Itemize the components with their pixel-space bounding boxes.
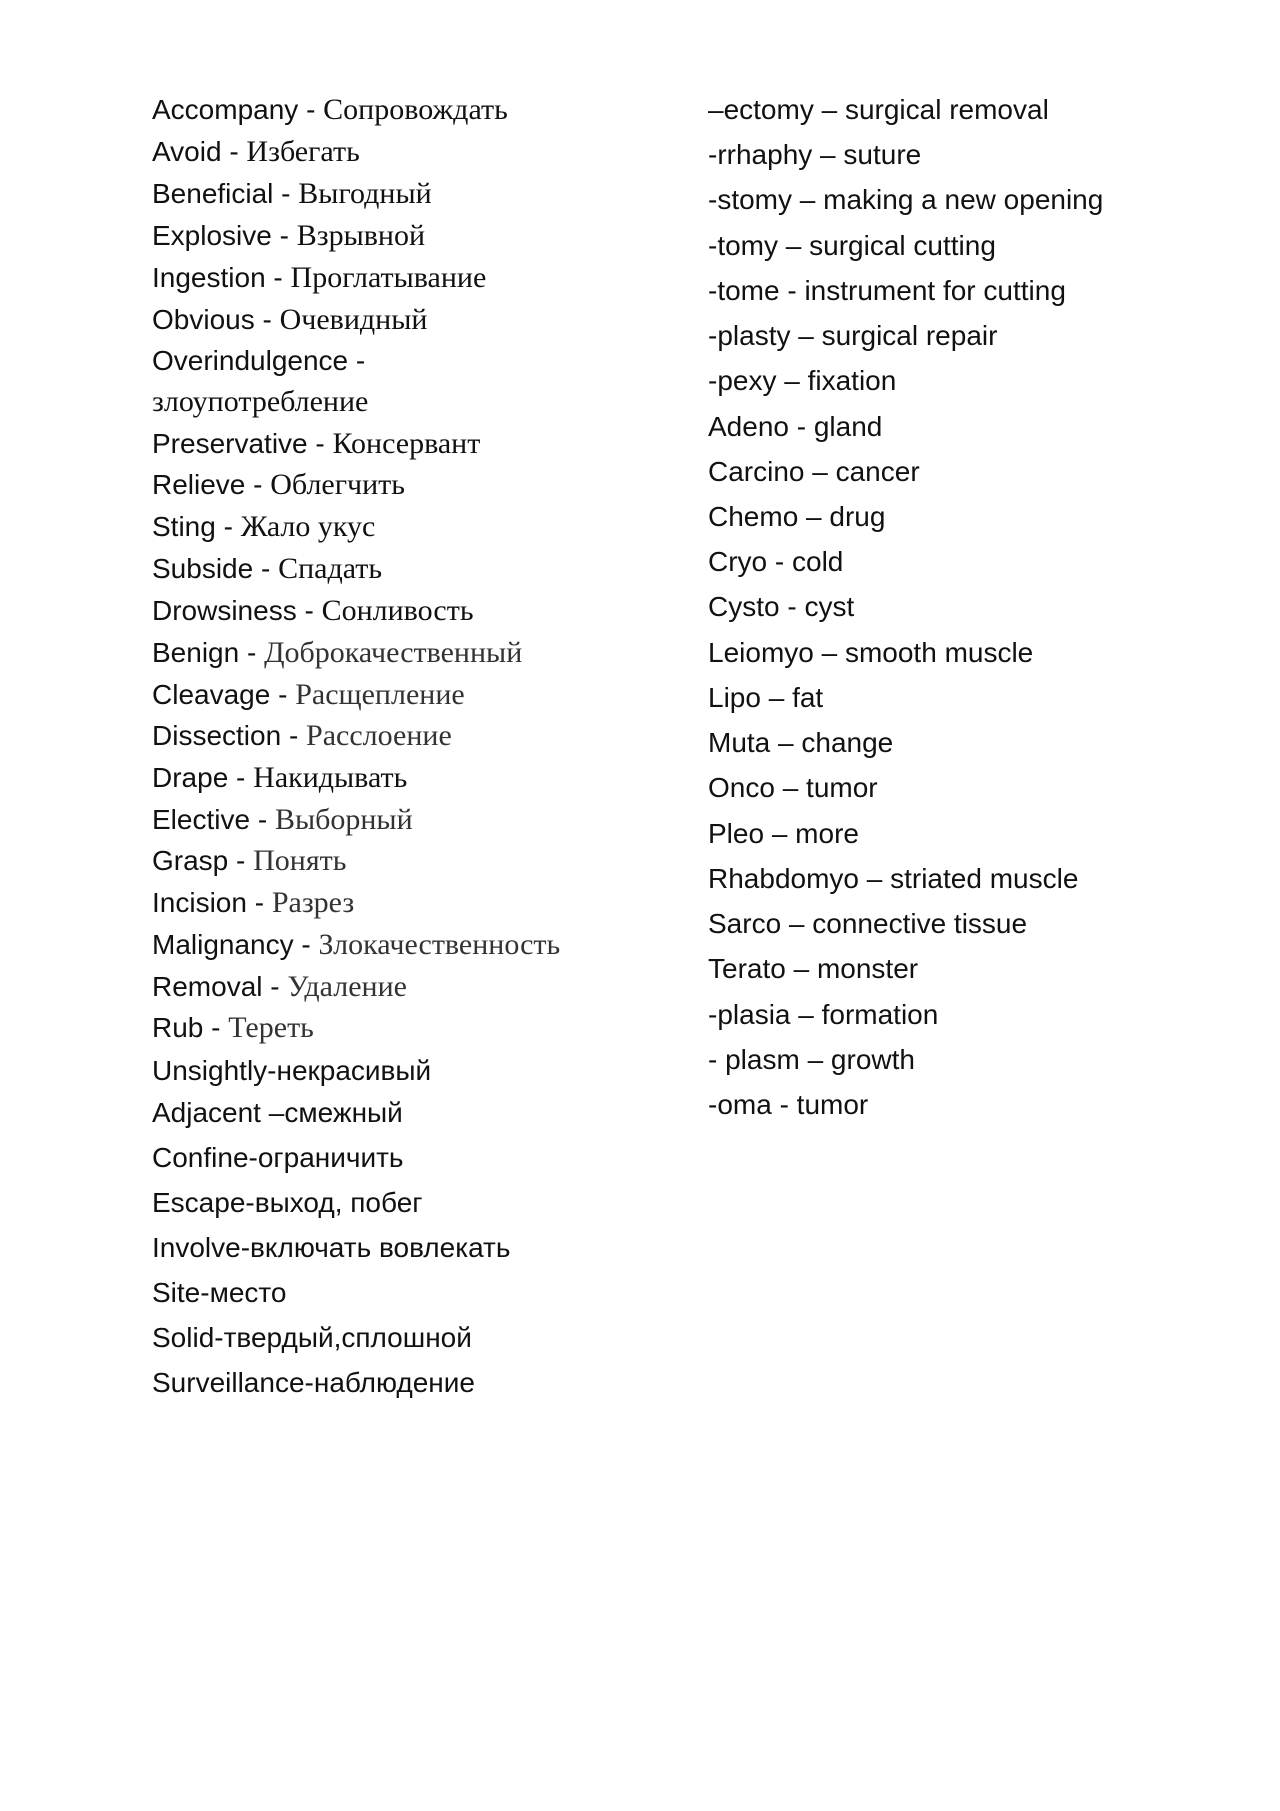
- medical-term-entry: Pleo – more: [708, 818, 859, 849]
- english-term: Site-: [152, 1277, 210, 1308]
- english-term: Grasp -: [152, 845, 254, 876]
- russian-translation: Консервант: [332, 427, 481, 460]
- vocab-entry: [152, 593, 474, 629]
- vocab-entry: [152, 467, 405, 503]
- vocab-entry: [152, 1230, 510, 1266]
- medical-term-entry: Onco – tumor: [708, 772, 878, 803]
- medical-term-entry: -plasty – surgical repair: [708, 320, 998, 351]
- russian-translation: злоупотребление: [152, 385, 369, 418]
- vocab-entry: [152, 1140, 404, 1176]
- russian-translation: Расщепление: [295, 678, 465, 711]
- medical-term-entry: -plasia – formation: [708, 999, 939, 1030]
- medical-term-entry: Rhabdomyo – striated muscle: [708, 863, 1079, 894]
- medical-term-entry: Terato – monster: [708, 953, 919, 984]
- vocab-entry: [152, 1053, 431, 1089]
- russian-translation: Проглатывание: [290, 261, 487, 294]
- vocab-entry: [152, 343, 365, 379]
- russian-translation: Спадать: [278, 552, 383, 585]
- english-term: Benign -: [152, 637, 265, 668]
- russian-translation: некрасивый: [276, 1055, 432, 1086]
- vocab-entry: [152, 426, 480, 462]
- russian-translation: ограничить: [257, 1142, 404, 1173]
- medical-term-entry: Chemo – drug: [708, 501, 886, 532]
- english-term: Dissection -: [152, 720, 307, 751]
- russian-translation: твердый,сплошной: [223, 1322, 472, 1353]
- medical-term-entry: -rrhaphy – suture: [708, 139, 922, 170]
- medical-term-entry: Leiomyo – smooth muscle: [708, 637, 1034, 668]
- russian-translation: место: [209, 1277, 287, 1308]
- russian-translation: Сопровождать: [323, 93, 508, 126]
- vocab-entry: [152, 802, 413, 838]
- russian-translation: Выборный: [274, 803, 413, 836]
- russian-translation: Удаление: [287, 970, 407, 1003]
- vocab-entry: [152, 1185, 423, 1221]
- russian-translation: Очевидный: [279, 303, 428, 336]
- vocab-entry: [152, 302, 427, 338]
- vocab-entry: [152, 718, 452, 754]
- medical-term-entry: Cysto - cyst: [708, 591, 855, 622]
- english-term: Malignancy -: [152, 929, 319, 960]
- medical-term-entry: -oma - tumor: [708, 1089, 869, 1120]
- russian-translation: Выгодный: [298, 177, 432, 210]
- russian-translation: смежный: [284, 1097, 403, 1128]
- medical-term-entry: -pexy – fixation: [708, 365, 897, 396]
- english-term: Explosive -: [152, 220, 297, 251]
- vocab-entry: [152, 843, 346, 879]
- medical-term-entry: Cryo - cold: [708, 546, 844, 577]
- russian-translation: Жало укус: [240, 510, 376, 543]
- medical-term-entry: -stomy – making a new opening: [708, 184, 1104, 215]
- vocab-entry-continuation: [152, 384, 368, 420]
- medical-term-entry: –ectomy – surgical removal: [708, 94, 1049, 125]
- medical-term-entry: Sarco – connective tissue: [708, 908, 1028, 939]
- russian-translation: Доброкачественный: [264, 636, 523, 669]
- medical-term-entry: - plasm – growth: [708, 1044, 915, 1075]
- english-term: Confine-: [152, 1142, 258, 1173]
- vocab-entry: [152, 1320, 472, 1356]
- english-term: Escape-: [152, 1187, 255, 1218]
- english-term: Removal -: [152, 971, 288, 1002]
- english-term: Surveillance-: [152, 1367, 314, 1398]
- english-term: Accompany -: [152, 94, 324, 125]
- vocab-entry: [152, 260, 486, 296]
- russian-translation: Понять: [253, 844, 347, 877]
- vocab-entry: [152, 1095, 403, 1131]
- english-term: Overindulgence -: [152, 345, 366, 376]
- russian-translation: включать вовлекать: [250, 1232, 511, 1263]
- english-term: Involve-: [152, 1232, 251, 1263]
- medical-term-entry: -tome - instrument for cutting: [708, 275, 1066, 306]
- russian-translation: Тереть: [228, 1011, 314, 1044]
- russian-translation: Сонливость: [321, 594, 474, 627]
- english-term: Avoid -: [152, 136, 247, 167]
- russian-translation: Разрез: [271, 886, 355, 919]
- vocab-entry: [152, 551, 382, 587]
- russian-translation: наблюдение: [313, 1367, 475, 1398]
- vocab-entry: [152, 927, 560, 963]
- vocab-entry: [152, 1365, 475, 1401]
- english-term: Subside -: [152, 553, 279, 584]
- vocab-entry: [152, 969, 407, 1005]
- medical-term-entry: Muta – change: [708, 727, 894, 758]
- vocab-entry: [152, 509, 375, 545]
- russian-translation: выход, побег: [254, 1187, 423, 1218]
- english-term: Sting -: [152, 511, 241, 542]
- vocab-entry: [152, 134, 360, 170]
- medical-term-entry: Lipo – fat: [708, 682, 824, 713]
- english-term: Drowsiness -: [152, 595, 322, 626]
- vocab-entry: [152, 677, 465, 713]
- medical-term-entry: Carcino – cancer: [708, 456, 920, 487]
- english-term: Cleavage -: [152, 679, 296, 710]
- russian-translation: Накидывать: [253, 761, 408, 794]
- english-term: Relieve -: [152, 469, 271, 500]
- vocab-entry: [152, 218, 425, 254]
- russian-translation: Избегать: [246, 135, 360, 168]
- vocab-entry: [152, 760, 407, 796]
- vocab-entry: [152, 1010, 314, 1046]
- english-term: Elective -: [152, 804, 275, 835]
- english-term: Beneficial -: [152, 178, 299, 209]
- vocab-entry: [152, 1275, 286, 1311]
- english-term: Preservative -: [152, 428, 333, 459]
- vocab-entry: [152, 176, 432, 212]
- vocab-entry: [152, 635, 522, 671]
- medical-term-entry: -tomy – surgical cutting: [708, 230, 996, 261]
- english-term: Rub -: [152, 1012, 229, 1043]
- english-term: Solid-: [152, 1322, 224, 1353]
- medical-term-entry: Adeno - gland: [708, 411, 883, 442]
- vocab-entry: [152, 92, 508, 128]
- russian-translation: Расслоение: [306, 719, 452, 752]
- english-term: Ingestion -: [152, 262, 291, 293]
- russian-translation: Облегчить: [270, 468, 405, 501]
- english-term: Adjacent –: [152, 1097, 285, 1128]
- russian-translation: Злокачественность: [318, 928, 561, 961]
- vocab-entry: [152, 885, 354, 921]
- english-term: Obvious -: [152, 304, 280, 335]
- english-term: Drape -: [152, 762, 254, 793]
- english-term: Unsightly-: [152, 1055, 277, 1086]
- english-term: Incision -: [152, 887, 272, 918]
- russian-translation: Взрывной: [296, 219, 426, 252]
